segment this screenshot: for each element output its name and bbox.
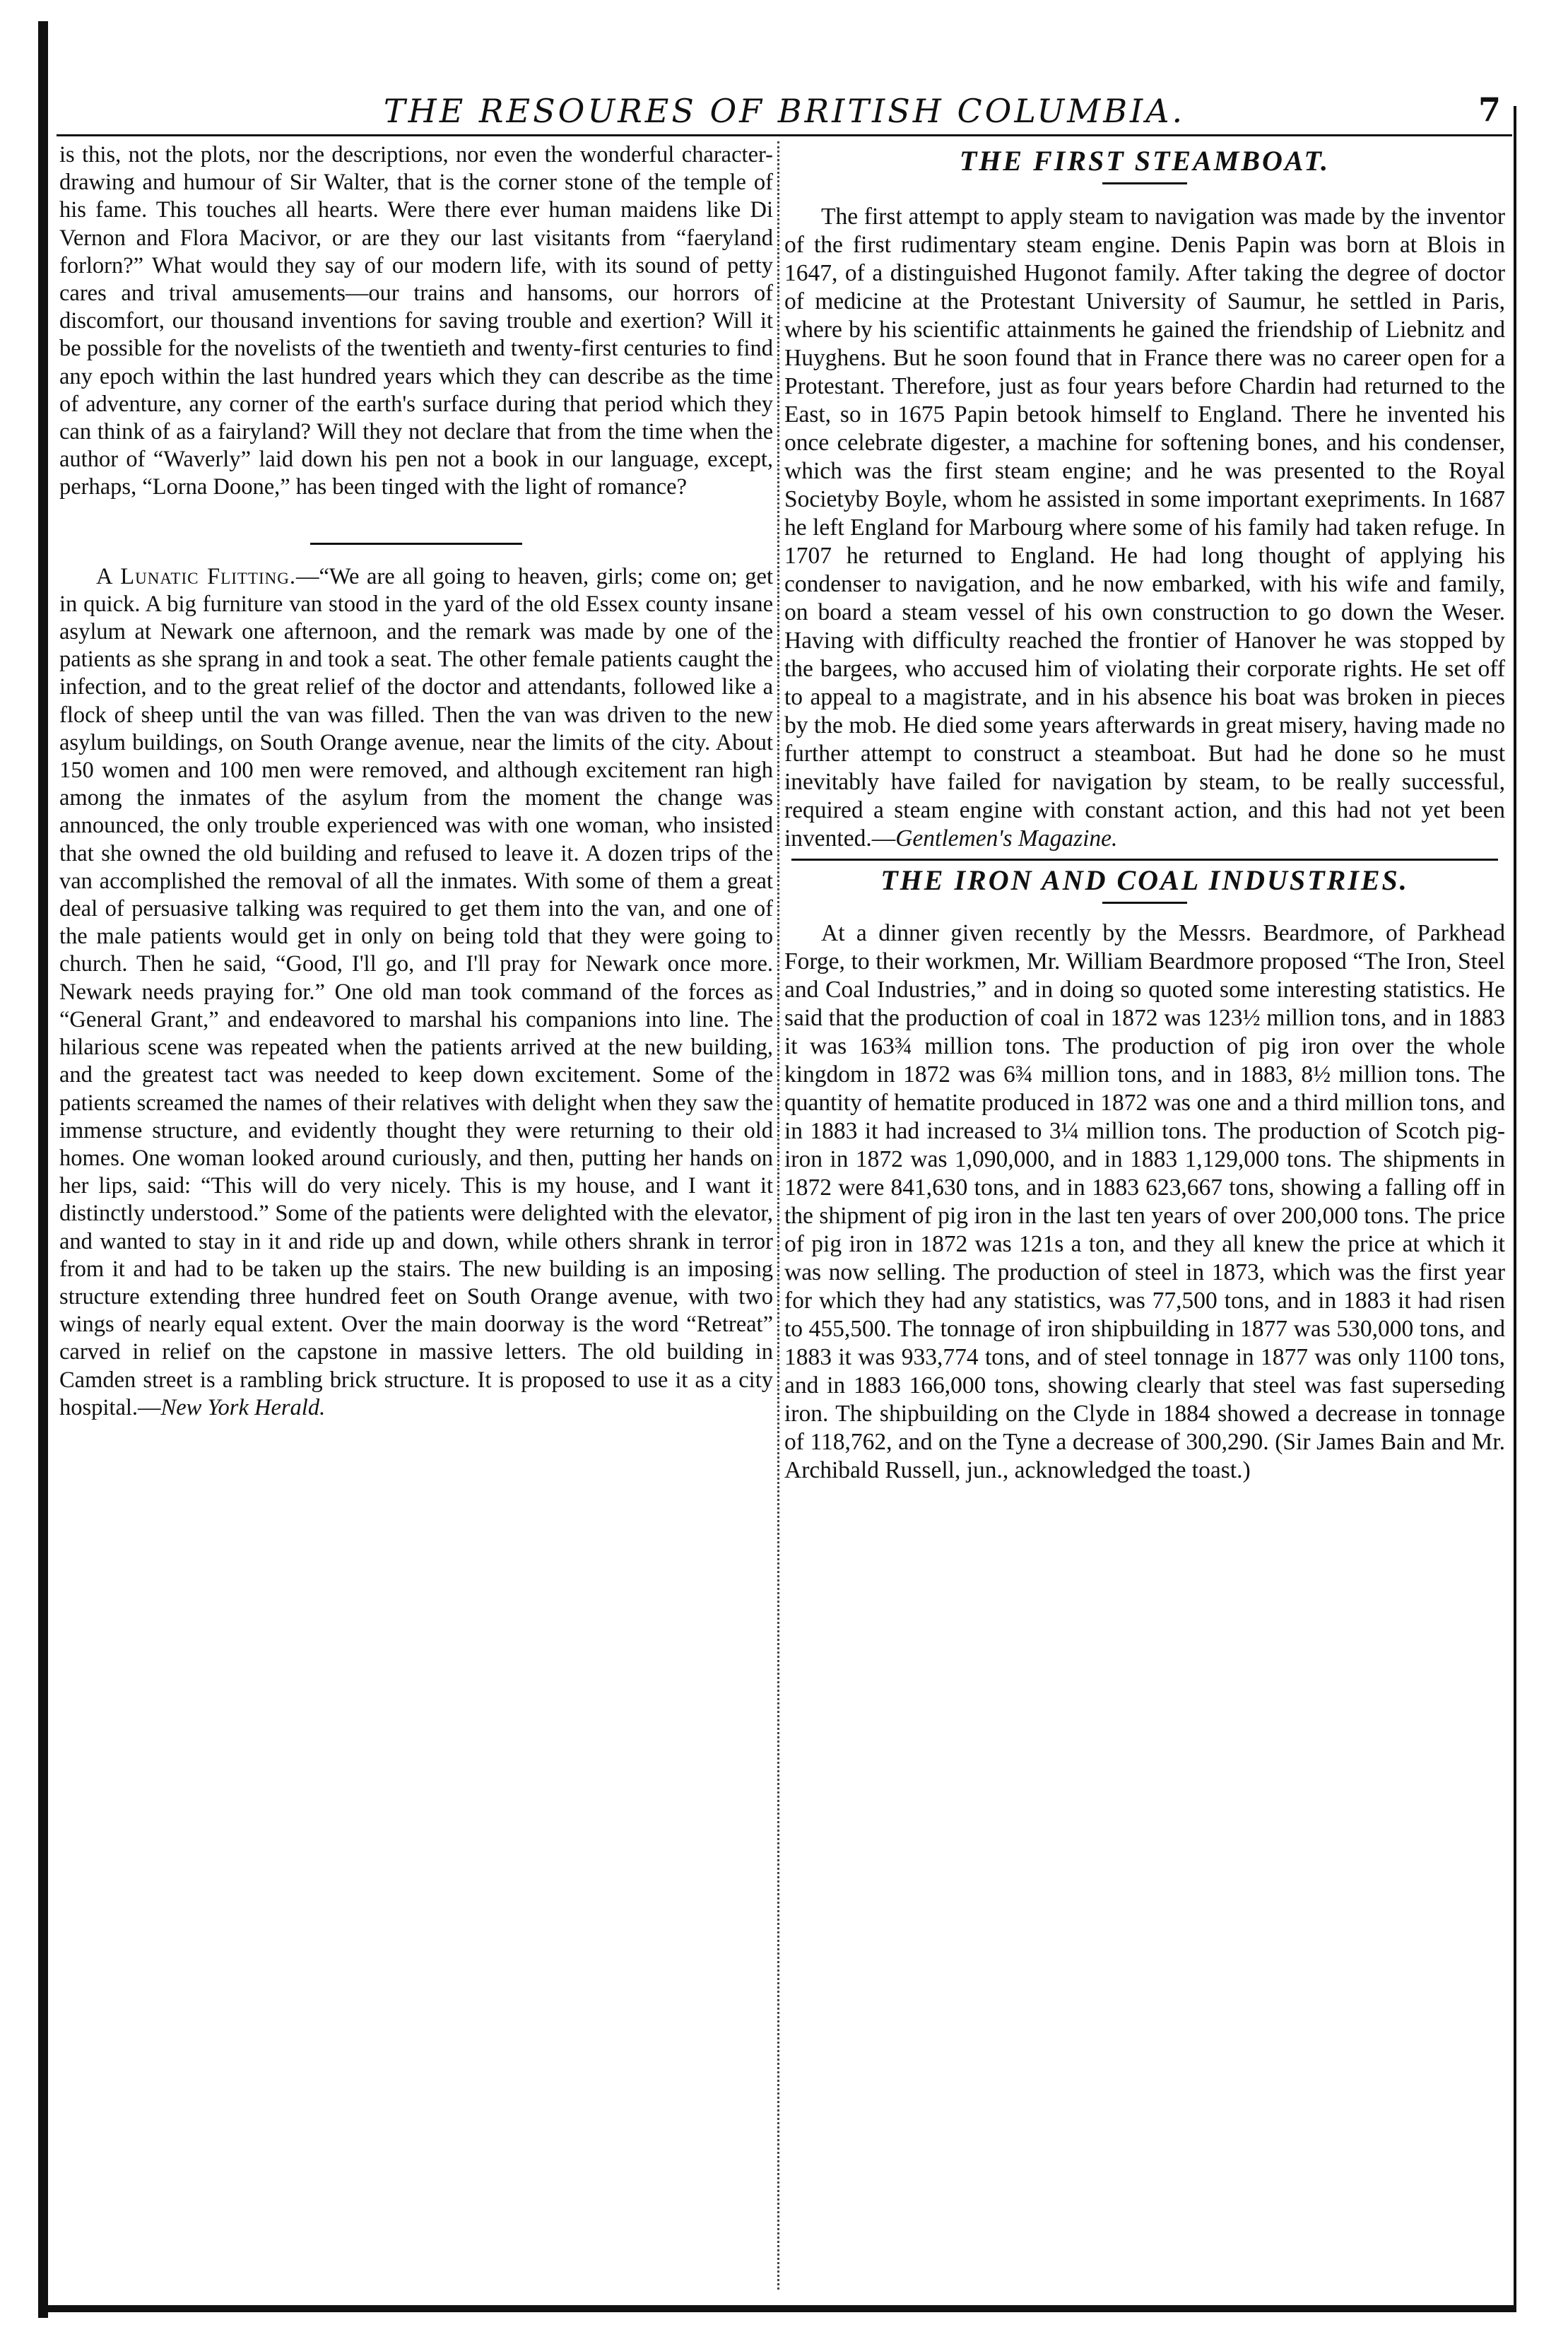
running-title: THE RESOURES OF BRITISH COLUMBIA.: [383, 92, 1186, 130]
section-title-iron-coal: THE IRON AND COAL INDUSTRIES.: [880, 864, 1409, 896]
page-header: [57, 85, 1512, 136]
article-lead: A Lunatic Flitting.: [96, 563, 296, 589]
column-divider: [777, 141, 781, 2290]
lunatic-flitting-article: [59, 563, 773, 1422]
left-border-rule: [38, 21, 48, 2318]
iron-coal-article: At a dinner given recently by the Messrs. Beardmore, of Parkhead Forge, to their workmen, Mr. William Beardmore proposed “The Iron, Steel and Coal Industries,” and in doing so quoted some interesting statistics. He said that the production of coal in 1872 was 123½ million tons, and in 1883 it was 163¾ million tons. The production of pig iron over the whole kingdom in 1872 was 6¾ million tons, and in 1883, 8½ million tons. The quantity of hematite produced in 1872 was one and a third million tons, and in 1883 it had increased to 3¼ million tons. The production of Scotch pig-iron in 1872 was 1,090,000, and in 1883 1,129,000 tons. The shipments in 1872 were 841,630 tons, and in 1883 623,667 tons, showing a falling off in the shipment of pig iron in the last ten years of over 200,000 tons. The price of pig iron in 1872 was 121s a ton, and they all knew the price at which it was now selling. The production of steel in 1873, which was the first year for which they had any statistics, was 77,500 tons, and in 1883 it had risen to 455,500. The tonnage of iron shipbuilding in 1877 was 530,000 tons, and 1883 it was 933,774 tons, and of steel tonnage in 1877 was only 1100 tons, and in 1883 166,000 tons, showing clearly that steel was fast superseding iron. The shipbuilding on the Clyde in 1884 showed a decrease in tonnage of 118,762, and on the Tyne a decrease of 300,290. (Sir James Bain and Mr. Archibald Russell, jun., acknowledged the toast.): [784, 920, 1505, 1483]
right-border-rule: [1514, 106, 1516, 2311]
section-title-first-steamboat: THE FIRST STEAMBOAT.: [959, 145, 1331, 177]
page-number: 7: [1478, 90, 1501, 129]
article-source: New York Herald.: [160, 1394, 326, 1420]
article-body: The first attempt to apply steam to navigation was made by the inventor of the first rudimentary steam engine. Denis Papin was born at Blois in 1647, of a distinguished Hugonot family. After taking the degree of doctor of medicine at the Protestant University of Saumur, he settled in Paris, where by his scientific attainments he gained the friendship of Liebnitz and Huyghens. But he soon found that in France there was no career open for a Protestant. Therefore, just as four years before Chardin had returned to the East, so in 1675 Papin betook himself to England. There he invented his once celebrate digester, a machine for softening bones, and his condenser, which was the first steam engine; and he was presented to the Royal Societyby Boyle, whom he assisted in some important exepriments. In 1687 he left England for Marbourg where some of his family had taken refuge. In 1707 he returned to England. He had long thought of applying his condenser to navigation, and he now embarked, with his wife and family, on board a steam vessel of his own construction to go down the Weser. Having with difficulty reached the frontier of Hanover he was stopped by the bargees, who accused him of violating their corporate rights. He set off to appeal to a magistrate, and in his absence his boat was broken in pieces by the mob. He died some years afterwards in great misery, having made no further attempt to construct a steamboat. But had he done so he must inevitably have failed for navigation by steam, to be really successful, required a steam engine with constant action, and this had not yet been invented.—: [784, 204, 1505, 852]
bottom-border-rule: [38, 2305, 1516, 2312]
right-column: [784, 141, 1505, 1485]
article-source: Gentlemen's Magazine.: [895, 825, 1118, 852]
left-column: [59, 141, 773, 1422]
first-steamboat-article: [784, 203, 1505, 853]
continued-article-text: is this, not the plots, nor the descriptions, nor even the wonderful character-drawing and humour of Sir Walter, that is the corner stone of the temple of his fame. This touches all hearts. Were there ever human maidens like Di Vernon and Flora Macivor, or are they our last visitants from “faeryland forlorn?” What would they say of our modern life, with its sound of petty cares and trival amusements—our trains and hansoms, our horrors of discomfort, our thousand inventions for saving trouble and exertion? Will it be possible for the novelists of the twentieth and twenty-first centuries to find any epoch within the last hundred years which they can describe as the time of adventure, any corner of the earth's surface during that period which they can think of as a fairyland? Will they not declare that from the time when the author of “Waverly” laid down his pen not a book in our language, except, perhaps, “Lorna Doone,” has been tinged with the light of romance?: [59, 142, 773, 500]
article-body: —“We are all going to heaven, girls; come on; get in quick. A big furniture van stood in the yard of the old Essex county insane asylum at Newark one afternoon, and the remark was made by one of the patients as she sprang in and took a seat. The other female patients caught the infection, and to the great relief of the doctor and attendants, followed like a flock of sheep until the van was filled. Then the van was driven to the new asylum buildings, on South Orange avenue, near the limits of the city. About 150 women and 100 men were removed, and although excitement ran high among the inmates of the asylum from the moment the change was announced, the only trouble experienced was with one woman, who insisted that she owned the old building and refused to leave it. A dozen trips of the van accomplished the removal of all the inmates. With some of them a great deal of persuasive talking was required to get them into the van, and one of the male patients would get in only on being told that they were going to church. Then he said, “Good, I'll go, and I'll pray for Newark once more. Newark needs praying for.” One old man took command of the forces as “General Grant,” and endeavored to marshal his companions into line. The hilarious scene was repeated when the patients arrived at the new building, and the greatest tact was needed to keep down excitement. Some of the patients screamed the names of their relatives with delight when they saw the immense structure, and evidently thought they were returning to their old homes. One woman looked around curiously, and then, putting her hands on her lips, said: “This will do very nicely. This is my house, and I want it distinctly understood.” Some of the patients were delighted with the elevator, and wanted to stay in it and ride up and down, while others shrank in terror from it and had to be taken up the stairs. The new building is an imposing structure extending three hundred feet on South Orange avenue, with two wings of nearly equal extent. Over the main doorway is the word “Retreat” carved in relief on the capstone in massive letters. The old building in Camden street is a rambling brick structure. It is proposed to use it as a city hospital.—: [59, 563, 773, 1420]
